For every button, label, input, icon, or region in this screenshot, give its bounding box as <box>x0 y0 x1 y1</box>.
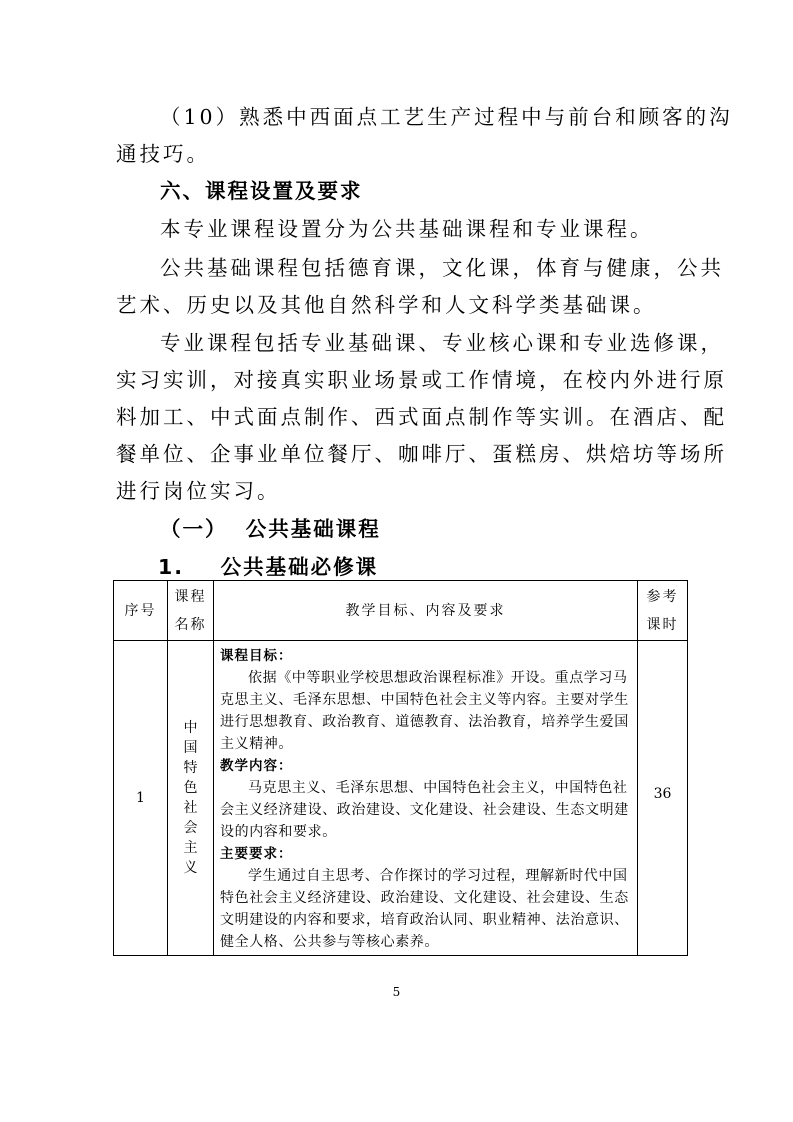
page-number: 5 <box>392 985 401 999</box>
requirements-label: 主要要求： <box>220 846 293 862</box>
intro-paragraph: 本专业课程设置分为公共基础课程和专业课程。 <box>160 217 654 241</box>
goal-text: 依据《中等职业学校思想政治课程标准》开设。重点学习马克思主义、毛泽东思想、中国特色社会主义等内容。主要对学生进行思想教育、政治教育、道德教育、法治教育，培养学生爱国主义精神。 <box>220 670 629 752</box>
row-course-name <box>168 641 214 956</box>
course-name-char: 主 <box>183 840 198 856</box>
course-name-char: 义 <box>183 860 198 876</box>
course-name-char: 国 <box>183 740 198 756</box>
header-hours <box>638 581 688 641</box>
sub-heading: （一） 公共基础课程 <box>160 517 381 541</box>
row-no: 1 <box>114 641 168 956</box>
paragraph-10-line2: 通技巧。 <box>116 142 210 166</box>
professional-courses-line5: 进行岗位实习。 <box>116 479 281 503</box>
header-name-line2: 名称 <box>174 616 207 633</box>
header-desc: 教学目标、内容及要求 <box>214 581 638 641</box>
header-name-line1: 课程 <box>174 588 207 605</box>
course-name-char: 特 <box>183 760 198 776</box>
sub-sub-heading: 1. 公共基础必修课 <box>158 555 379 579</box>
table-header-row <box>114 581 688 641</box>
professional-courses-line4: 餐单位、企事业单位餐厅、咖啡厅、蛋糕房、烘焙坊等场所 <box>116 442 727 466</box>
content-text: 马克思主义、毛泽东思想、中国特色社会主义，中国特色社会主义经济建设、政治建设、文化建设、社会建设、生态文明建设的内容和要求。 <box>220 780 629 840</box>
professional-courses-line1: 专业课程包括专业基础课、专业核心课和专业选修课， <box>160 331 724 355</box>
paragraph-10-line1: （10）熟悉中西面点工艺生产过程中与前台和顾客的沟 <box>160 105 733 129</box>
goal-label: 课程目标： <box>220 648 293 664</box>
section-heading: 六、课程设置及要求 <box>160 179 363 203</box>
header-name <box>168 581 214 641</box>
requirements-text: 学生通过自主思考、合作探讨的学习过程，理解新时代中国特色社会主义经济建设、政治建设、文化建设、社会建设、生态文明建设的内容和要求，培育政治认同、职业精神、法治意识、健全人格、公共参与等核心素养。 <box>220 868 629 950</box>
header-no: 序号 <box>114 581 168 641</box>
header-hours-line2: 课时 <box>646 616 679 633</box>
course-name-char: 社 <box>183 800 198 816</box>
professional-courses-line2: 实习实训，对接真实职业场景或工作情境，在校内外进行原 <box>116 368 727 392</box>
row-hours: 36 <box>638 641 688 956</box>
header-hours-line1: 参考 <box>646 588 679 605</box>
course-name-char: 会 <box>183 820 198 836</box>
public-courses-line2: 艺术、历史以及其他自然科学和人文科学类基础课。 <box>116 293 657 317</box>
table-row <box>114 641 688 956</box>
row-description <box>214 641 638 956</box>
public-courses-line1: 公共基础课程包括德育课，文化课，体育与健康，公共 <box>160 256 724 280</box>
content-label: 教学内容： <box>220 758 293 774</box>
course-table <box>113 580 688 956</box>
professional-courses-line3: 料加工、中式面点制作、西式面点制作等实训。在酒店、配 <box>116 405 727 429</box>
course-name-char: 中 <box>183 720 198 736</box>
course-name-char: 色 <box>183 780 198 796</box>
